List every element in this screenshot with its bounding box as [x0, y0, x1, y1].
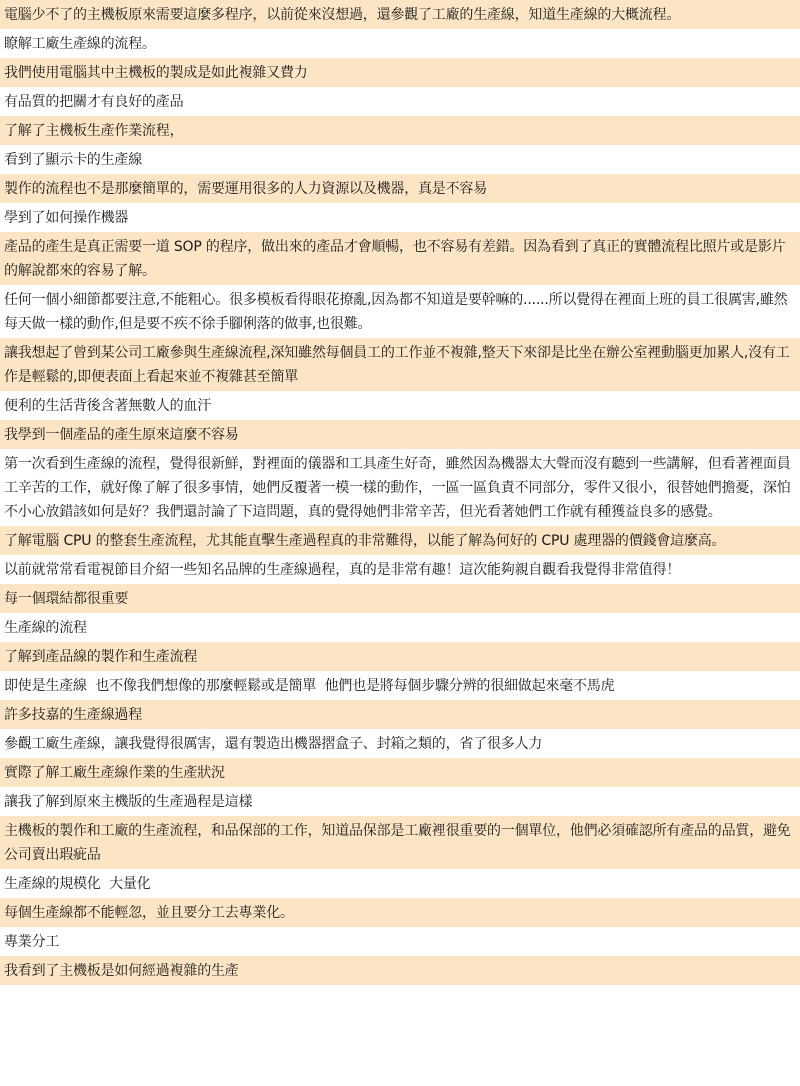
feedback-row: 參觀工廠生產線，讓我覺得很厲害，還有製造出機器摺盒子、封箱之類的，省了很多人力 — [0, 729, 800, 758]
feedback-row: 我們使用電腦其中主機板的製成是如此複雜又費力 — [0, 58, 800, 87]
feedback-row: 專業分工 — [0, 927, 800, 956]
feedback-row: 任何一個小細節都要注意,不能粗心。很多模板看得眼花撩亂,因為都不知道是要幹嘛的......所以覺得在裡面上班的員工很厲害,雖然每天做一樣的動作,但是要不疾不徐手腳俐落的做事,也很難。 — [0, 285, 800, 338]
feedback-row: 即使是生產線 也不像我們想像的那麼輕鬆或是簡單 他們也是將每個步驟分辨的很細做起來毫不馬虎 — [0, 671, 800, 700]
feedback-row: 讓我了解到原來主機版的生產過程是這樣 — [0, 787, 800, 816]
feedback-row: 製作的流程也不是那麼簡單的，需要運用很多的人力資源以及機器，真是不容易 — [0, 174, 800, 203]
feedback-row: 電腦少不了的主機板原來需要這麼多程序，以前從來沒想過，還參觀了工廠的生產線，知道生產線的大概流程。 — [0, 0, 800, 29]
feedback-row: 生產線的規模化 大量化 — [0, 869, 800, 898]
feedback-row: 我看到了主機板是如何經過複雜的生產 — [0, 956, 800, 985]
feedback-row: 我學到一個產品的產生原來這麼不容易 — [0, 420, 800, 449]
feedback-row: 了解電腦 CPU 的整套生產流程，尤其能直擊生產過程真的非常難得，以能了解為何好的 CPU 處理器的價錢會這麼高。 — [0, 526, 800, 555]
feedback-row: 實際了解工廠生產線作業的生產狀況 — [0, 758, 800, 787]
feedback-row: 以前就常常看電視節目介紹一些知名品牌的生產線過程，真的是非常有趣！這次能夠親自觀看我覺得非常值得！ — [0, 555, 800, 584]
feedback-row: 生產線的流程 — [0, 613, 800, 642]
feedback-row: 每個生產線都不能輕忽，並且要分工去專業化。 — [0, 898, 800, 927]
feedback-row: 每一個環結都很重要 — [0, 584, 800, 613]
feedback-row: 讓我想起了曾到某公司工廠參與生產線流程,深知雖然每個員工的工作並不複雜,整天下來卻是比坐在辦公室裡動腦更加累人,沒有工作是輕鬆的,即便表面上看起來並不複雜甚至簡單 — [0, 338, 800, 391]
feedback-row: 瞭解工廠生產線的流程。 — [0, 29, 800, 58]
feedback-row: 了解到產品線的製作和生產流程 — [0, 642, 800, 671]
feedback-row: 有品質的把關才有良好的產品 — [0, 87, 800, 116]
feedback-row: 產品的產生是真正需要一道 SOP 的程序，做出來的產品才會順暢，也不容易有差錯。因為看到了真正的實體流程比照片或是影片的解說都來的容易了解。 — [0, 232, 800, 285]
feedback-row: 便利的生活背後含著無數人的血汗 — [0, 391, 800, 420]
feedback-row: 許多技嘉的生產線過程 — [0, 700, 800, 729]
feedback-row: 看到了顯示卡的生產線 — [0, 145, 800, 174]
feedback-row: 第一次看到生產線的流程，覺得很新鮮，對裡面的儀器和工具產生好奇，雖然因為機器太大聲而沒有聽到一些講解，但看著裡面員工辛苦的工作，就好像了解了很多事情，她們反覆著一模一樣的動作，一區一區負責不同部分，零件又很小，很替她們擔憂，深怕不小心放錯該如何是好？我們還討論了下這問題，真的覺得她們非常辛苦，但光看著她們工作就有種獲益良多的感覺。 — [0, 449, 800, 526]
feedback-row: 學到了如何操作機器 — [0, 203, 800, 232]
feedback-row: 主機板的製作和工廠的生產流程，和品保部的工作，知道品保部是工廠裡很重要的一個單位，他們必須確認所有產品的品質，避免公司賣出瑕疵品 — [0, 816, 800, 869]
feedback-row: 了解了主機板生產作業流程， — [0, 116, 800, 145]
